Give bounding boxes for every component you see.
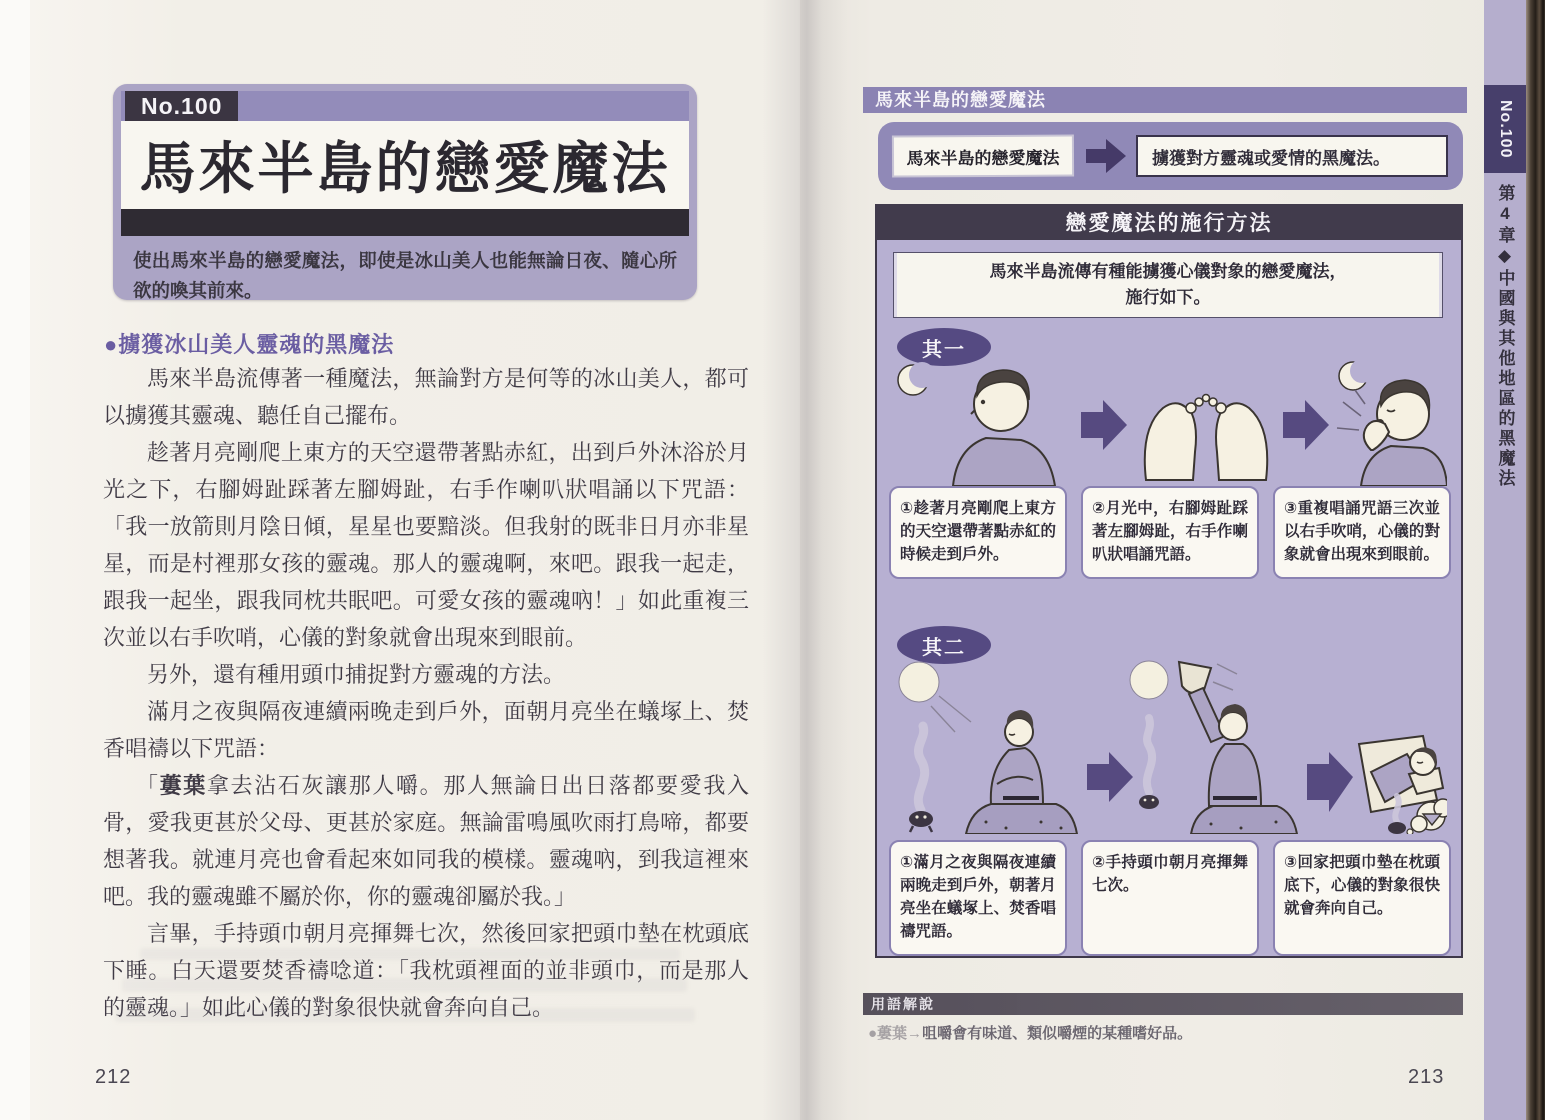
paragraph: 馬來半島流傳著一種魔法，無論對方是何等的冰山美人，都可以擄獲其靈魂、聽任自己擺布。 <box>103 366 749 428</box>
page-bleedthrough <box>122 978 687 992</box>
body-text-column <box>103 360 749 1026</box>
method1-steps <box>889 486 1451 579</box>
sidebar-number-badge <box>1484 85 1526 173</box>
step-box: ③重複唱誦咒語三次並以右手吹哨，心儀的對象就會出現來到眼前。 <box>1273 486 1451 579</box>
incense-burner-icon <box>1139 795 1159 809</box>
running-header: 馬來半島的戀愛魔法 <box>863 87 1467 113</box>
method-intro-scroll <box>893 252 1443 318</box>
sidebar-number-text: No.100 <box>1497 99 1514 159</box>
method2-illustration <box>891 652 1447 834</box>
step-box: ①趁著月亮剛爬上東方的天空還帶著點赤紅的時候走到戶外。 <box>889 486 1067 579</box>
incense-smoke <box>1147 718 1152 792</box>
entry-number-bar <box>121 91 689 121</box>
entry-header-block <box>113 84 697 300</box>
man-outdoors-figure <box>953 370 1055 486</box>
incense-smoke <box>1395 796 1398 822</box>
waving-headcloth <box>1179 662 1237 693</box>
glossary-entry-text: 咀嚼會有味道、類似嚼煙的某種嗜好品。 <box>922 1025 1193 1042</box>
arrow-right-icon <box>1084 136 1128 176</box>
glossary-entry <box>868 1022 1458 1043</box>
step-box: ①滿月之夜與隔夜連續兩晚走到戶外，朝著月亮坐在蟻塚上、焚香唱禱咒語。 <box>889 840 1067 956</box>
paragraph: 趁著月亮剛爬上東方的天空還帶著點赤紅，出到戶外沐浴於月光之下，右腳姆趾踩著左腳姆趾，右手作喇叭狀唱誦以下咒語：「我一放箭則月陰日傾，星星也要黯淡。但我射的既非日月亦非星星，而是村裡那女孩的靈魂。那人的靈魂啊，來吧。跟我一起走，跟我一起坐，跟我同枕共眠吧。可愛女孩的靈魂吶！」如此重複三次並以右手吹哨，心儀的對象就會出現來到眼前。 <box>103 440 749 650</box>
summary-definition: 擄獲對方靈魂或愛情的黑魔法。 <box>1136 135 1448 177</box>
arrow-right-icon <box>1307 752 1353 812</box>
crescent-moon-icon <box>898 362 935 395</box>
step-box: ③回家把頭巾墊在枕頭底下，心儀的對象很快就會奔向自己。 <box>1273 840 1451 956</box>
entry-title: 馬來半島的戀愛魔法 <box>139 137 671 200</box>
moon-ray-lines <box>931 696 971 732</box>
sitting-man-figure <box>991 710 1043 804</box>
book-page-edges <box>1526 0 1545 1120</box>
full-moon-icon <box>899 662 939 702</box>
summary-term-label: 馬來半島的戀愛魔法 <box>894 137 1072 176</box>
summary-box <box>878 122 1463 190</box>
arrow-right-icon <box>1087 752 1133 802</box>
ant-mound <box>966 804 1077 834</box>
feet-toes-figure <box>1145 395 1267 481</box>
page-number-left: 212 <box>95 1066 132 1088</box>
paragraph: 滿月之夜與隔夜連續兩晚走到戶外，面朝月亮坐在蟻塚上、焚香唱禱以下咒語： <box>103 699 749 761</box>
arrow-right-icon <box>1081 400 1127 450</box>
step-box: ②月光中，右腳姆趾踩著左腳姆趾，右手作喇叭狀唱誦咒語。 <box>1081 486 1259 579</box>
method-panel <box>875 204 1463 958</box>
page-number-right: 213 <box>1408 1066 1445 1088</box>
incense-burner-icon <box>1388 822 1406 834</box>
section-heading: ●擄獲冰山美人靈魂的黑魔法 <box>104 332 395 357</box>
man-waving-figure <box>1189 688 1261 806</box>
entry-title-underbar <box>121 209 689 236</box>
step-box: ②手持頭巾朝月亮揮舞七次。 <box>1081 840 1259 956</box>
entry-intro-text: 使出馬來半島的戀愛魔法，即使是冰山美人也能無論日夜、隨心所欲的喚其前來。 <box>133 250 677 301</box>
sidebar-chapter-text: 第4章◆中國與其他地區的黑魔法 <box>1495 184 1515 489</box>
method-panel-title: 戀愛魔法的施行方法 <box>875 204 1463 240</box>
method1-illustration <box>891 356 1447 486</box>
glossary-entry-term: ●蔞葉→ <box>868 1025 923 1042</box>
quote-open: 「 <box>136 773 160 798</box>
spell-quote-paragraph <box>103 767 749 915</box>
paragraph: 另外，還有種用頭巾捕捉對方靈魂的方法。 <box>147 662 566 687</box>
crescent-moon-icon <box>1339 359 1374 390</box>
sidebar-chapter-title <box>1484 184 1526 604</box>
method-intro-line2: 施行如下。 <box>1125 288 1211 307</box>
entry-number-badge: No.100 <box>125 91 238 121</box>
page-bleedthrough <box>115 1008 695 1022</box>
method1-badge: 其一 <box>897 328 991 366</box>
glossary-term-bold: 蔞葉 <box>159 773 207 798</box>
full-moon-icon <box>1130 661 1168 699</box>
quote-rest: 拿去沾石灰讓那人嚼。那人無論日出日落都要愛我入骨，愛我更甚於父母、更甚於家庭。無論雷鳴風吹雨打鳥啼，都要想著我。就連月亮也會看起來如同我的模樣。靈魂吶，到我這裡來吧。我的靈魂雖不屬於你，你的靈魂卻屬於我。」 <box>103 773 749 909</box>
glossary-bar: 用語解說 <box>863 993 1463 1015</box>
entry-title-band <box>121 121 689 209</box>
incense-burner-icon <box>909 811 933 832</box>
paragraph: 言畢，手持頭巾朝月亮揮舞七次，然後回家把頭巾墊在枕頭底下睡。白天還要焚香禱唸道：「我枕頭裡面的並非頭巾，而是那人的靈魂。」如此心儀的對象很快就會奔向自己。 <box>103 921 749 1020</box>
incense-smoke <box>918 726 924 810</box>
whistling-man-figure <box>1337 380 1447 486</box>
method2-badge: 其二 <box>897 626 991 664</box>
ant-mound <box>1191 806 1297 834</box>
method-intro-line1: 馬來半島流傳有種能擄獲心儀對象的戀愛魔法， <box>989 261 1347 281</box>
method2-steps <box>889 840 1451 956</box>
page-bleedthrough <box>140 948 680 960</box>
arrow-right-icon <box>1283 400 1329 450</box>
spine-gutter-shadow <box>762 0 848 1120</box>
